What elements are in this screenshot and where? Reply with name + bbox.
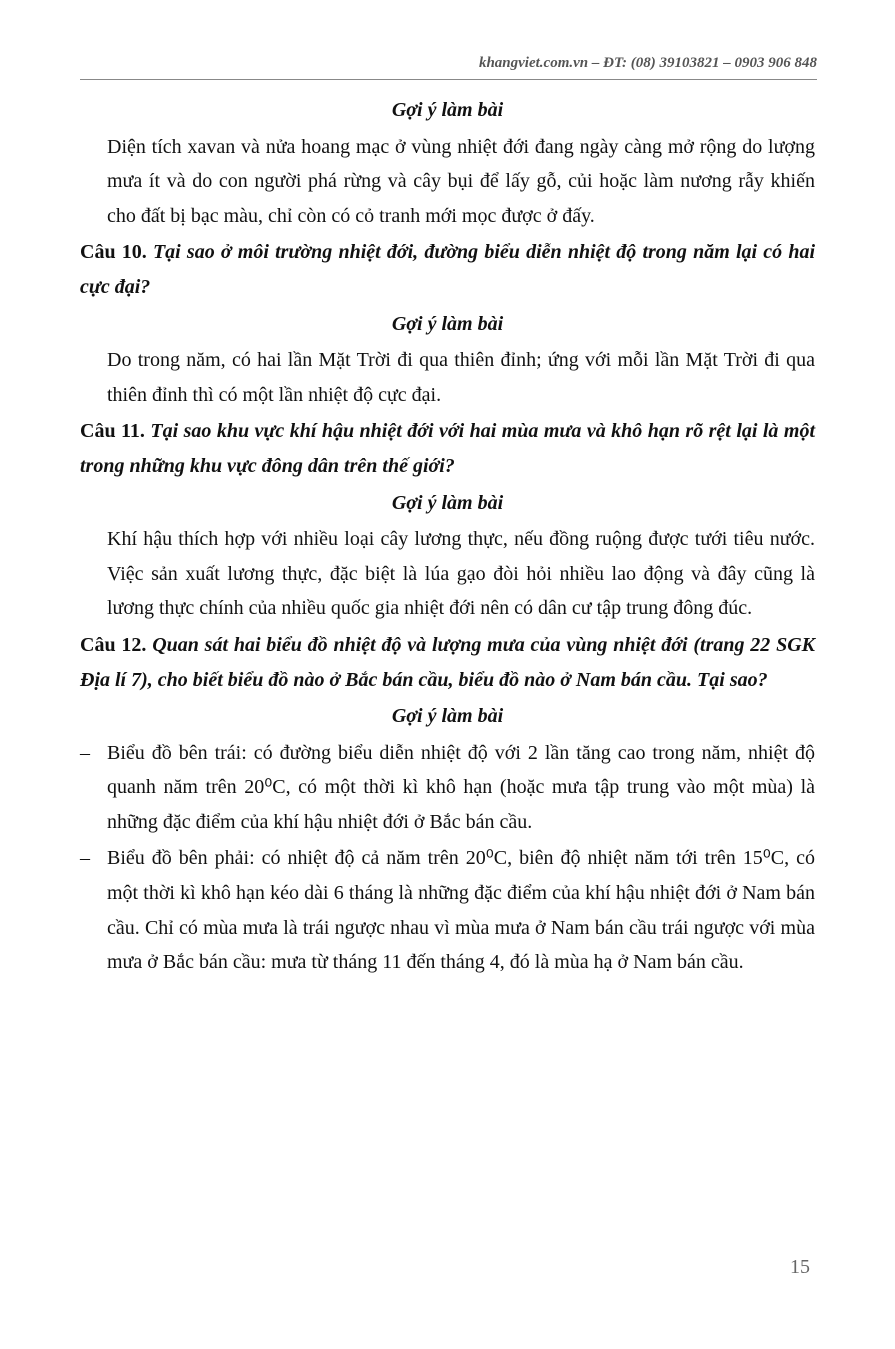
answer-bullet [80, 841, 815, 979]
question-label: Câu 10. [80, 241, 147, 264]
page-content [80, 93, 815, 982]
question-11 [80, 414, 815, 483]
question-text: Tại sao khu vực khí hậu nhiệt đới với hai mùa mưa và khô hạn rõ rệt lại là một trong những khu vực đông dân trên thế giới? [80, 420, 815, 477]
hint-heading: Gợi ý làm bài [391, 705, 504, 728]
hint-heading: Gợi ý làm bài [391, 312, 504, 335]
bullet-dash: – [80, 847, 90, 870]
answer-bullet [80, 736, 815, 840]
question-label: Câu 12. [80, 633, 147, 656]
answer-paragraph: Khí hậu thích hợp với nhiều loại cây lương thực, nếu đồng ruộng được tưới tiêu nước. Việc sản xuất lương thực, đặc biệt là lúa gạo đòi hỏi nhiều lao động và đây cũng là lương thực chính của nhiều quốc gia nhiệt đới nên có dân cư tập trung đông đúc. [107, 528, 815, 620]
hint-heading: Gợi ý làm bài [391, 99, 504, 121]
question-text: Tại sao ở môi trường nhiệt đới, đường biểu diễn nhiệt độ trong năm lại có hai cực đại? [80, 241, 816, 298]
hint-heading: Gợi ý làm bài [391, 491, 504, 514]
question-text: Quan sát hai biểu đồ nhiệt độ và lượng mưa của vùng nhiệt đới (trang 22 SGK Địa lí 7), cho biết biểu đồ nào ở Bắc bán cầu, biểu đồ nào ở Nam bán cầu. Tại sao? [80, 633, 815, 691]
page-number: 15 [790, 1256, 810, 1278]
page-header: khangviet.com.vn – ĐT: (08) 39103821 – 0903 906 848 [478, 55, 817, 71]
bullet-text: Biểu đồ bên trái: có đường biểu diễn nhiệt độ với 2 lần tăng cao trong năm, nhiệt độ quanh năm trên 20⁰C, có một thời kì khô hạn (hoặc mưa tập trung vào một mùa) là những đặc điểm của khí hậu nhiệt đới ở Bắc bán cầu. [107, 741, 815, 833]
question-10 [80, 235, 815, 304]
header-divider [80, 79, 817, 80]
answer-paragraph: Diện tích xavan và nửa hoang mạc ở vùng nhiệt đới đang ngày càng mở rộng do lượng mưa ít và do con người phá rừng và cây bụi để lấy gỗ, củi hoặc làm nương rẫy khiến cho đất bị bạc màu, chỉ còn có cỏ tranh mới mọc được ở đấy. [107, 135, 815, 227]
bullet-dash: – [80, 741, 90, 764]
answer-paragraph: Do trong năm, có hai lần Mặt Trời đi qua thiên đỉnh; ứng với mỗi lần Mặt Trời đi qua thiên đỉnh thì có một lần nhiệt độ cực đại. [107, 349, 815, 406]
bullet-text: Biểu đồ bên phải: có nhiệt độ cả năm trên 20⁰C, biên độ nhiệt năm tới trên 15⁰C, có một thời kì khô hạn kéo dài 6 tháng là những đặc điểm của khí hậu nhiệt đới ở Nam bán cầu. Chỉ có mùa mưa là trái ngược nhau vì mùa mưa ở Nam bán cầu trái ngược với mùa mưa ở Bắc bán cầu: mưa từ tháng 11 đến tháng 4, đó là mùa hạ ở Nam bán cầu. [107, 847, 815, 974]
question-label: Câu 11. [80, 420, 145, 443]
question-12 [80, 628, 815, 697]
